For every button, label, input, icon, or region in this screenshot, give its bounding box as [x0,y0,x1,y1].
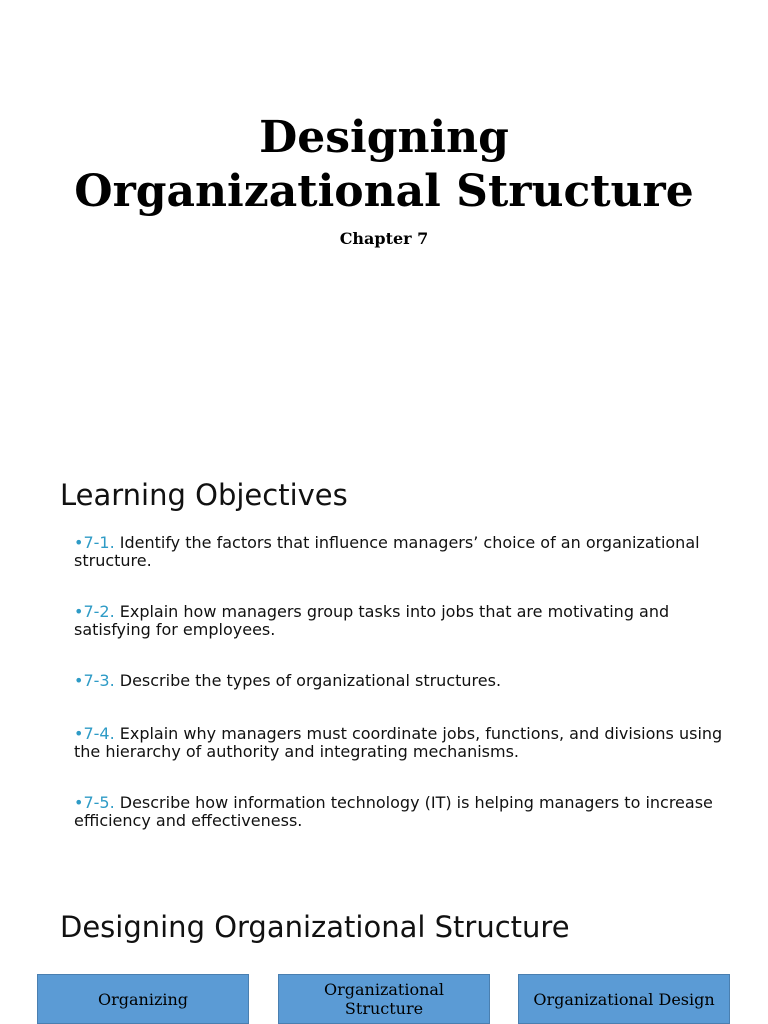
title-line-2: Organizational Structure [74,166,694,217]
objective-item [74,534,734,570]
organizing-box [37,974,249,1024]
objective-text: Describe how information technology (IT) is helping managers to increase efficiency and effectiveness. [74,793,713,830]
objective-number: •7-2. [74,602,115,621]
objective-number: •7-1. [74,533,115,552]
objective-item [74,672,734,690]
box-label: Organizing [97,989,189,1009]
objective-text: Describe the types of organizational structures. [119,671,502,690]
objective-item [74,603,734,639]
objective-item [74,794,734,830]
design-structure-heading: Designing Organizational Structure [60,910,570,944]
objective-text: Explain why managers must coordinate jobs, functions, and divisions using the hierarchy of authority and integrating mechanisms. [74,724,723,761]
organizational-structure-box [278,974,490,1024]
objective-text: Explain how managers group tasks into jobs that are motivating and satisfying for employees. [74,602,670,639]
objective-number: •7-4. [74,724,115,743]
objective-number: •7-3. [74,671,115,690]
box-label: Organizational Structure [323,980,445,1018]
box-label: Organizational Design [533,989,715,1009]
objective-text: Identify the factors that influence managers’ choice of an organizational structure. [74,533,700,570]
learning-objectives-heading: Learning Objectives [60,478,348,512]
title-slide [0,0,768,440]
organizational-design-box [518,974,730,1024]
title-line-1: Designing [259,112,509,163]
objective-item [74,725,734,761]
objective-number: •7-5. [74,793,115,812]
objectives-list [74,534,734,863]
slide-title [0,111,768,219]
chapter-subtitle: Chapter 7 [339,229,429,248]
